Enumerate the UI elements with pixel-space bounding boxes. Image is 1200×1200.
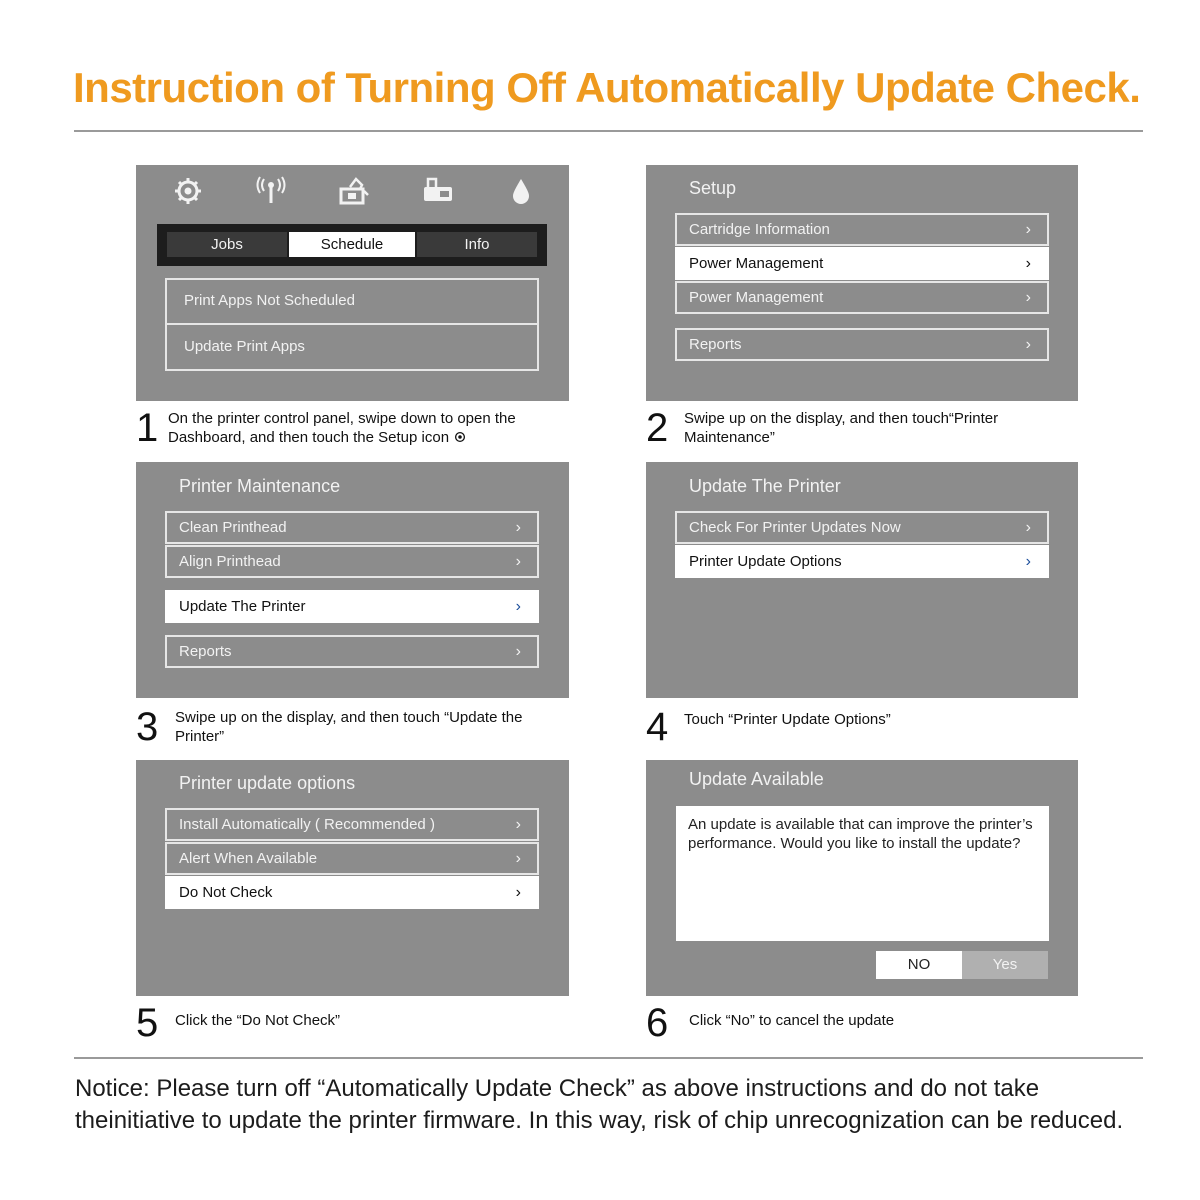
step3-number: 3 (136, 705, 159, 749)
clean-printhead-label: Clean Printhead (179, 519, 287, 536)
chevron-right-icon: › (515, 519, 521, 536)
chevron-right-icon: › (515, 850, 521, 867)
top-divider (74, 130, 1143, 132)
alert-when-available-label: Alert When Available (179, 850, 318, 867)
tab-jobs[interactable]: Jobs (167, 232, 287, 257)
align-printhead-item[interactable] (165, 545, 539, 578)
update-available-message: An update is available that can improve the printer’s performance. Would you like to install the update? (676, 806, 1049, 941)
do-not-check-item[interactable] (165, 876, 539, 909)
clean-printhead-item[interactable] (165, 511, 539, 544)
printer-apps-icon[interactable] (338, 175, 370, 207)
notice-text: Notice: Please turn off “Automatically Update Check” as above instructions and do not take theinitiative to update the printer firmware. In this way, risk of chip unrecognization can be reduced. (75, 1075, 1124, 1134)
dashboard-tab-bar (157, 224, 547, 266)
setup-title: Setup (689, 178, 737, 198)
power-management-item-2[interactable] (675, 281, 1049, 314)
printer-update-options-label: Printer Update Options (689, 553, 842, 570)
ink-drop-icon[interactable] (505, 175, 537, 207)
step3-caption: Swipe up on the display, and then touch “Update the Printer” (175, 709, 523, 745)
step2-caption: Swipe up on the display, and then touch“Printer Maintenance” (684, 410, 999, 446)
chevron-right-icon: › (1025, 289, 1031, 306)
power-management-label: Power Management (689, 255, 824, 272)
step4-screen (646, 462, 1078, 698)
printer-update-options-item[interactable] (675, 545, 1049, 578)
power-management-item[interactable] (675, 247, 1049, 280)
step4-caption: Touch “Printer Update Options” (684, 711, 891, 728)
gear-icon (453, 430, 467, 444)
alert-when-available-item[interactable] (165, 842, 539, 875)
update-print-apps-item[interactable]: Update Print Apps (165, 323, 539, 371)
align-printhead-label: Align Printhead (179, 553, 281, 570)
chevron-right-icon: › (1025, 221, 1031, 238)
step1-number: 1 (136, 406, 159, 450)
page-title: Instruction of Turning Off Automatically Update Check. (73, 64, 1141, 111)
gear-icon[interactable] (172, 175, 204, 207)
reports-item[interactable] (675, 328, 1049, 361)
bottom-divider (74, 1057, 1143, 1059)
fax-icon[interactable] (422, 175, 454, 207)
update-available-title: Update Available (689, 769, 824, 789)
wireless-icon[interactable] (255, 175, 287, 207)
check-for-printer-updates-item[interactable] (675, 511, 1049, 544)
reports-item[interactable] (165, 635, 539, 668)
yes-button[interactable]: Yes (962, 951, 1048, 979)
printer-maintenance-title: Printer Maintenance (179, 476, 341, 496)
do-not-check-label: Do Not Check (179, 884, 273, 901)
step5-number: 5 (136, 1001, 159, 1045)
update-the-printer-title: Update The Printer (689, 476, 841, 496)
chevron-right-icon: › (515, 816, 521, 833)
power-management-label: Power Management (689, 289, 824, 306)
step5-caption: Click the “Do Not Check” (175, 1012, 341, 1029)
update-the-printer-item[interactable] (165, 590, 539, 623)
chevron-right-icon: › (515, 598, 521, 615)
reports-label: Reports (179, 643, 232, 660)
update-the-printer-label: Update The Printer (179, 598, 306, 615)
tab-info[interactable]: Info (417, 232, 537, 257)
no-button[interactable]: NO (876, 951, 962, 979)
chevron-right-icon: › (1025, 336, 1031, 353)
cartridge-information-label: Cartridge Information (689, 221, 830, 238)
cartridge-information-item[interactable] (675, 213, 1049, 246)
install-automatically-item[interactable] (165, 808, 539, 841)
step1-caption (168, 409, 548, 447)
install-automatically-label: Install Automatically ( Recommended ) (179, 816, 435, 833)
tab-schedule[interactable]: Schedule (289, 232, 415, 257)
chevron-right-icon: › (515, 553, 521, 570)
check-for-printer-updates-label: Check For Printer Updates Now (689, 519, 901, 536)
reports-label: Reports (689, 336, 742, 353)
chevron-right-icon: › (1025, 519, 1031, 536)
chevron-right-icon: › (1025, 255, 1031, 272)
print-apps-not-scheduled-item[interactable]: Print Apps Not Scheduled (165, 278, 539, 325)
step1-caption-text: On the printer control panel, swipe down to open the Dashboard, and then touch the Setup icon (168, 410, 516, 446)
step4-number: 4 (646, 705, 669, 749)
chevron-right-icon: › (1025, 553, 1031, 570)
printer-update-options-title: Printer update options (179, 773, 356, 793)
chevron-right-icon: › (515, 643, 521, 660)
step6-caption: Click “No” to cancel the update (689, 1012, 895, 1029)
chevron-right-icon: › (515, 884, 521, 901)
step6-number: 6 (646, 1001, 669, 1045)
step2-number: 2 (646, 406, 669, 450)
